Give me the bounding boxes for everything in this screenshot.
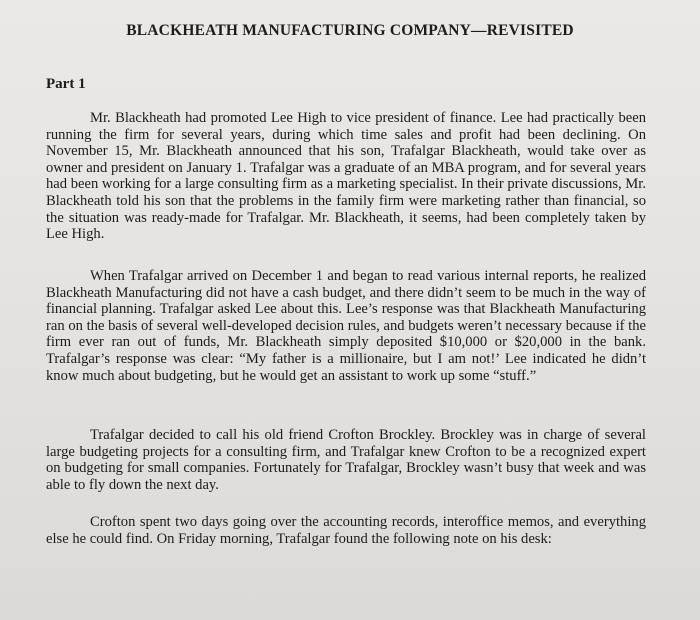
document-title: BLACKHEATH MANUFACTURING COMPANY—REVISITED (126, 22, 574, 39)
paragraph-2: When Trafalgar arrived on December 1 and began to read various internal reports, he realized Blackheath Manufacturing did not have a cash budget, and there didn’t seem to be much in the way of financial planning. Trafalgar asked Lee about this. Lee’s response was that Blackheath Manufacturing ran on the basis of several well-developed decision rules, and budgets weren’t necessary because if the firm ever ran out of funds, Mr. Blackheath simply deposited $10,000 or $20,000 in the bank. Trafalgar’s response was clear: “My father is a millionaire, but I am not!’ Lee indicated he didn’t know much about budgeting, but he would get an assistant to work up some “stuff.” (46, 268, 646, 384)
paragraph-4: Crofton spent two days going over the accounting records, interoffice memos, and everything else he could find. On Friday morning, Trafalgar found the following note on his desk: (46, 514, 646, 547)
paragraph-3: Trafalgar decided to call his old friend Crofton Brockley. Brockley was in charge of several large budgeting projects for a consulting firm, and Trafalgar knew Crofton to be a recognized expert on budgeting for small companies. Fortunately for Trafalgar, Brockley wasn’t busy that week and was able to fly down the next day. (46, 427, 646, 493)
paragraph-1: Mr. Blackheath had promoted Lee High to vice president of finance. Lee had practically been running the firm for several years, during which time sales and profit had been declining. On November 15, Mr. Blackheath announced that his son, Trafalgar Blackheath, would take over as owner and president on January 1. Trafalgar was a graduate of an MBA program, and for several years had been working for a large consulting firm as a marketing specialist. In their private discussions, Mr. Blackheath told his son that the problems in the family firm were marketing rather than financial, so the situation was ready-made for Trafalgar. Mr. Blackheath, it seems, had been completely taken by Lee High. (46, 110, 646, 243)
section-heading: Part 1 (46, 76, 86, 92)
